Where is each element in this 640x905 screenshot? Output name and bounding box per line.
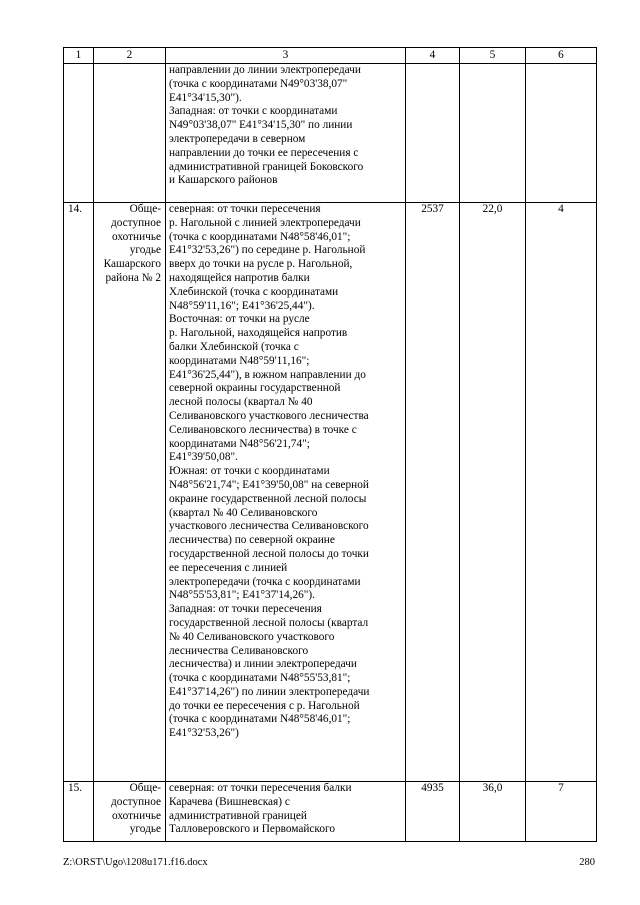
area-value: 2537 bbox=[406, 203, 460, 782]
continuation-name-cell bbox=[94, 64, 166, 203]
table-header-row bbox=[64, 48, 597, 64]
continuation-col6-cell bbox=[526, 64, 597, 203]
table-row-15 bbox=[64, 782, 597, 842]
col6-value: 4 bbox=[526, 203, 597, 782]
boundary-description bbox=[166, 203, 406, 782]
continuation-number-cell bbox=[64, 64, 94, 203]
page-number: 280 bbox=[579, 857, 595, 868]
col6-value: 7 bbox=[526, 782, 597, 842]
continuation-col5-cell bbox=[460, 64, 526, 203]
header-col-6: 6 bbox=[526, 48, 597, 64]
hunting-ground-name bbox=[94, 782, 166, 842]
boundary-paragraph: направлении до линии электропередачи (точка с координатами N49°03'38,07" E41°34'15,30"). bbox=[169, 64, 361, 104]
header-col-2: 2 bbox=[94, 48, 166, 64]
boundary-paragraph-north: северная: от точки пересечения р. Нагольной с линией электропередачи (точка с координатами N48°58'46,01"; E41°32'53,26") по середине р. Нагольной вверх до точки на русле р. Нагольной, находящейся напротив балки Хлебинской (точка с координатами N48°59'11,16"; E41°36'25,44"). bbox=[169, 203, 366, 312]
table-row-14 bbox=[64, 203, 597, 782]
boundaries-table bbox=[63, 47, 597, 842]
row-number: 14. bbox=[64, 203, 94, 782]
boundary-paragraph: Западная: от точки с координатами N49°03'38,07" E41°34'15,30" по линии электропередачи в северном направлении до точки ее пересечения с административной границей Боковского и Кашарского районов bbox=[169, 105, 364, 187]
hunting-ground-name bbox=[94, 203, 166, 782]
boundary-paragraph-east: Восточная: от точки на русле р. Нагольной, находящейся напротив балки Хлебинской (точка с координатами N48°59'11,16"; E41°36'25,44"), в южном направлении до северной окраины государственной лесной полосы (квартал № 40 Селивановского участкового лесничества Селивановского лесничества) в точке с координатами N48°56'21,74"; E41°39'50,08". bbox=[169, 313, 369, 464]
boundary-paragraph-north: северная: от точки пересечения балки Карачева (Вишневская) с административной границей Талловеровского и Первомайского bbox=[169, 782, 352, 836]
boundary-paragraph-west: Западная: от точки пересечения государственной лесной полосы (квартал № 40 Селивановского участкового лесничества Селивановского лесничества) и линии электропередачи (точка с координатами N48°55'53,81"; E41°37'14,26") по линии электропередачи до точки ее пересечения с р. Нагольной (точка с координатами N48°58'46,01"; E41°32'53,26") bbox=[169, 603, 370, 740]
row-number: 15. bbox=[64, 782, 94, 842]
header-col-1: 1 bbox=[64, 48, 94, 64]
header-col-4: 4 bbox=[406, 48, 460, 64]
header-col-5: 5 bbox=[460, 48, 526, 64]
hunting-ground-name-text: Обще- доступное охотничье угодье Кашарского района № 2 bbox=[103, 203, 161, 284]
boundary-description bbox=[166, 782, 406, 842]
table-row-continuation bbox=[64, 64, 597, 203]
continuation-boundary-cell bbox=[166, 64, 406, 203]
col5-value: 22,0 bbox=[460, 203, 526, 782]
footer-file-path: Z:\ORST\Ugo\1208u171.f16.docx bbox=[63, 857, 208, 868]
col5-value: 36,0 bbox=[460, 782, 526, 842]
hunting-ground-name-text: Обще- доступное охотничье угодье bbox=[110, 782, 161, 836]
header-col-3: 3 bbox=[166, 48, 406, 64]
boundary-paragraph-south: Южная: от точки с координатами N48°56'21,74"; E41°39'50,08" на северной окраине государственной лесной полосы (квартал № 40 Селивановского участкового лесничества Селивановского лесничества) по северной окраине государственной лесной полосы до точки ее пересечения с линией электропередачи (точка с координатами N48°55'53,81"; E41°37'14,26"). bbox=[169, 465, 369, 602]
continuation-area-cell bbox=[406, 64, 460, 203]
area-value: 4935 bbox=[406, 782, 460, 842]
